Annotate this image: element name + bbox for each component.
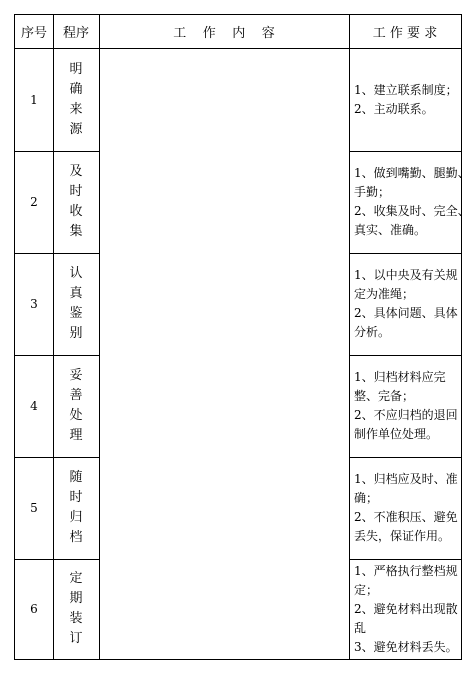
requirement-line: 2、具体问题、具体: [354, 306, 458, 320]
process-char: 鉴: [69, 306, 83, 321]
requirement-line: 1、归档应及时、准: [354, 472, 458, 486]
process-char: 源: [69, 121, 83, 137]
requirement-cell: [349, 457, 461, 559]
process-char: 收: [69, 204, 83, 219]
process-char: 集: [69, 224, 83, 239]
requirement-line: 3、避免材料丢失。: [354, 639, 458, 654]
requirement-cell: [349, 48, 461, 151]
process-char: 时: [69, 184, 83, 199]
requirement-line: 分析。: [354, 325, 391, 339]
row-number: 3: [30, 297, 38, 311]
process-step: [53, 253, 99, 355]
process-char: 处: [69, 408, 83, 423]
row-number: 6: [30, 602, 38, 616]
requirement-line: 乱: [354, 620, 367, 635]
process-char: 明: [69, 61, 83, 77]
row-number: 4: [30, 399, 38, 413]
requirement-line: 制作单位处理。: [354, 427, 439, 441]
requirement-cell: [349, 559, 461, 659]
process-step: [53, 151, 99, 253]
requirement-cell: [349, 253, 461, 355]
process-char: 别: [69, 326, 83, 341]
process-char: 真: [69, 286, 83, 301]
row-number: 1: [30, 92, 38, 107]
header-process: 程序: [62, 26, 89, 41]
process-char: 装: [69, 611, 83, 626]
process-char: 随: [69, 470, 83, 485]
row-number: 2: [30, 195, 38, 209]
header-work-requirement: 工 作 要 求: [372, 26, 438, 41]
process-char: 妥: [69, 368, 83, 383]
process-char: 及: [69, 164, 83, 179]
requirement-line: 1、归档材料应完: [354, 370, 446, 384]
requirement-line: 定；: [354, 582, 379, 597]
process-char: 来: [69, 101, 83, 117]
work-content-cell: [99, 48, 349, 659]
requirement-line: 2、收集及时、完全、: [354, 204, 470, 218]
requirement-line: 2、主动联系。: [354, 101, 434, 116]
requirement-line: 确；: [354, 491, 379, 505]
process-char: 期: [69, 591, 83, 606]
requirement-cell: [349, 355, 461, 457]
requirement-line: 2、避免材料出现散: [354, 601, 458, 616]
header-work-content: 工 作 内 容: [173, 26, 275, 41]
requirement-line: 1、做到嘴勤、腿勤、: [354, 166, 470, 180]
requirement-line: 整、完备；: [354, 389, 415, 403]
process-char: 认: [69, 266, 83, 281]
requirement-line: 真实、准确。: [354, 223, 427, 237]
requirement-line: 丢失，保证作用。: [354, 529, 451, 543]
process-step: [53, 355, 99, 457]
process-step: [53, 48, 99, 151]
process-char: 定: [69, 571, 83, 586]
process-char: 理: [69, 428, 83, 443]
requirement-line: 1、以中央及有关规: [354, 268, 458, 282]
work-procedure-table: [14, 14, 470, 660]
process-char: 善: [69, 388, 83, 403]
process-char: 订: [69, 631, 83, 646]
process-char: 档: [69, 530, 83, 545]
process-char: 归: [69, 510, 83, 525]
requirement-line: 2、不准积压、避免: [354, 510, 458, 524]
process-char: 时: [69, 490, 83, 505]
requirement-line: 手勤；: [354, 185, 391, 199]
requirement-line: 2、不应归档的退回: [354, 408, 458, 422]
requirement-line: 1、严格执行整档规: [354, 563, 458, 578]
process-char: 确: [69, 81, 83, 97]
requirement-cell: [349, 151, 470, 253]
requirement-line: 定为准绳；: [354, 287, 415, 301]
header-seq: 序号: [20, 26, 47, 41]
requirement-line: 1、建立联系制度；: [354, 82, 458, 97]
process-step: [53, 457, 99, 559]
row-number: 5: [30, 501, 38, 515]
process-step: [53, 559, 99, 659]
